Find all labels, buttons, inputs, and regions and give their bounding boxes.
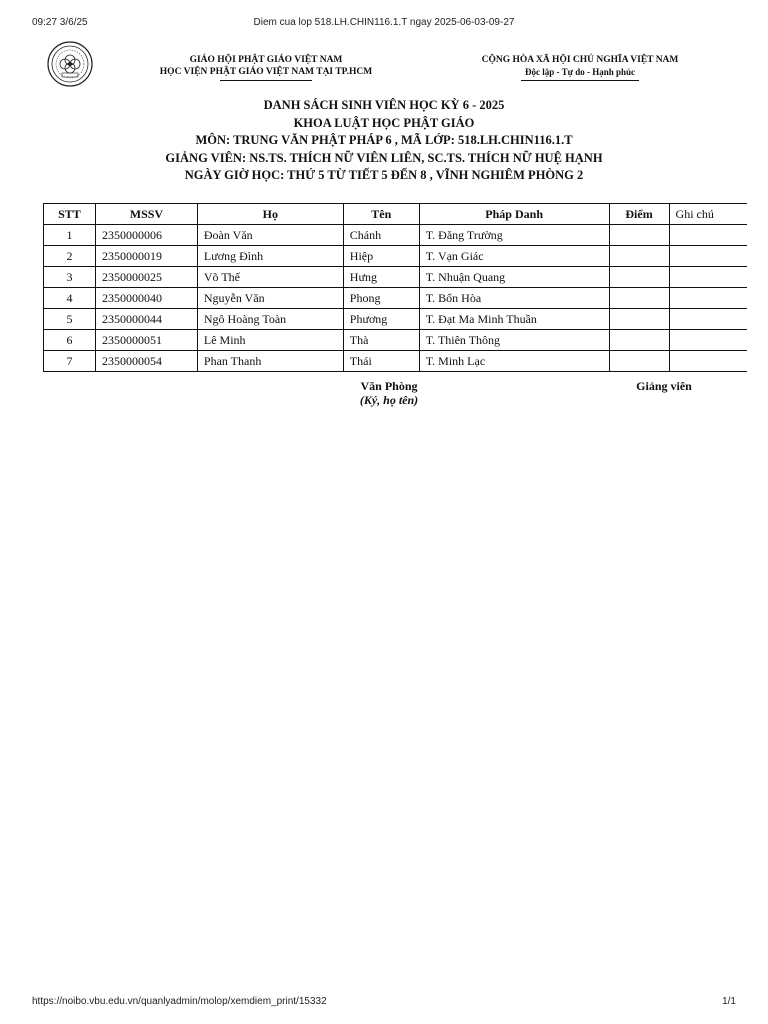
cell-diem [609, 225, 669, 246]
cell-diem [609, 267, 669, 288]
cell-stt: 6 [44, 330, 96, 351]
table-row [44, 267, 748, 288]
title-line: KHOA LUẬT HỌC PHẬT GIÁO [293, 115, 475, 130]
cell-stt: 5 [44, 309, 96, 330]
cell-stt: 2 [44, 246, 96, 267]
org-line-1: GIÁO HỘI PHẬT GIÁO VIỆT NAM [189, 55, 343, 65]
table-row [44, 246, 748, 267]
col-header-ho: Họ [197, 204, 343, 225]
cell-ten: Hưng [343, 267, 419, 288]
print-url: https://noibo.vbu.edu.vn/quanlyadmin/molop/xemdiem_print/15332 [32, 996, 327, 1007]
student-grade-table [43, 203, 747, 372]
cell-ho: Phan Thanh [197, 351, 343, 372]
cell-ten: Phương [343, 309, 419, 330]
cell-ghi-chu [669, 330, 747, 351]
col-header-ten: Tên [343, 204, 419, 225]
cell-stt: 4 [44, 288, 96, 309]
cell-mssv: 2350000006 [95, 225, 197, 246]
cell-ghi-chu [669, 288, 747, 309]
teacher-signature-title: Giảng viên [636, 379, 692, 393]
print-doc-title: Diem cua lop 518.LH.CHIN116.1.T ngay 2025-06-03-09-27 [253, 17, 515, 28]
title-line: MÔN: TRUNG VĂN PHẬT PHÁP 6 , MÃ LỚP: 518.LH.CHIN116.1.T [195, 133, 573, 147]
print-page-number: 1/1 [722, 996, 736, 1007]
table-row [44, 288, 748, 309]
cell-ho: Nguyễn Văn [197, 288, 343, 309]
col-header-mssv: MSSV [95, 204, 197, 225]
cell-diem [609, 288, 669, 309]
title-line: NGÀY GIỜ HỌC: THỨ 5 TỪ TIẾT 5 ĐẾN 8 , VĨNH NGHIÊM PHÒNG 2 [184, 168, 584, 182]
cell-phap-danh: T. Thiên Thông [419, 330, 609, 351]
col-header-stt: STT [44, 204, 96, 225]
cell-phap-danh: T. Nhuận Quang [419, 267, 609, 288]
cell-mssv: 2350000054 [95, 351, 197, 372]
cell-stt: 7 [44, 351, 96, 372]
cell-diem [609, 330, 669, 351]
office-signature-block [330, 379, 448, 407]
cell-ghi-chu [669, 309, 747, 330]
print-header [0, 17, 768, 31]
cell-ghi-chu [669, 225, 747, 246]
cell-ho: Lê Minh [197, 330, 343, 351]
org-underline [220, 80, 312, 81]
cell-mssv: 2350000040 [95, 288, 197, 309]
cell-mssv: 2350000025 [95, 267, 197, 288]
table-row [44, 225, 748, 246]
title-line: DANH SÁCH SINH VIÊN HỌC KỲ 6 - 2025 [263, 98, 505, 112]
document-titles [0, 97, 768, 185]
print-datetime: 09:27 3/6/25 [32, 17, 88, 28]
cell-phap-danh: T. Bổn Hòa [419, 288, 609, 309]
cell-phap-danh: T. Minh Lạc [419, 351, 609, 372]
cell-phap-danh: T. Đăng Trường [419, 225, 609, 246]
national-header [474, 54, 686, 81]
cell-ten: Phong [343, 288, 419, 309]
table-row [44, 309, 748, 330]
cell-diem [609, 309, 669, 330]
cell-stt: 3 [44, 267, 96, 288]
cell-mssv: 2350000044 [95, 309, 197, 330]
cell-stt: 1 [44, 225, 96, 246]
cell-ghi-chu [669, 246, 747, 267]
cell-phap-danh: T. Vạn Giác [419, 246, 609, 267]
academy-seal-logo [42, 40, 98, 88]
office-signature-subtitle: (Ký, họ tên) [359, 393, 419, 407]
cell-ho: Đoàn Văn [197, 225, 343, 246]
cell-ten: Thái [343, 351, 419, 372]
table-row [44, 330, 748, 351]
cell-ho: Lương Đình [197, 246, 343, 267]
table-row [44, 351, 748, 372]
title-line: GIẢNG VIÊN: NS.TS. THÍCH NỮ VIÊN LIÊN, SC.TS. THÍCH NỮ HUỆ HẠNH [165, 150, 603, 165]
cell-diem [609, 351, 669, 372]
cell-mssv: 2350000019 [95, 246, 197, 267]
cell-mssv: 2350000051 [95, 330, 197, 351]
organization-header [148, 54, 384, 81]
cell-ten: Thà [343, 330, 419, 351]
national-motto: Độc lập - Tự do - Hạnh phúc [524, 67, 635, 77]
cell-ten: Hiệp [343, 246, 419, 267]
col-header-diem: Điểm [609, 204, 669, 225]
cell-phap-danh: T. Đạt Ma Minh Thuần [419, 309, 609, 330]
table-header-row [44, 204, 748, 225]
col-header-ghi-chu: Ghi chú [669, 204, 747, 225]
org-line-2: HỌC VIỆN PHẬT GIÁO VIỆT NAM TẠI TP.HCM [159, 67, 373, 77]
office-signature-title: Văn Phòng [360, 379, 418, 393]
col-header-phap-danh: Pháp Danh [419, 204, 609, 225]
cell-ghi-chu [669, 267, 747, 288]
cell-ghi-chu [669, 351, 747, 372]
national-line-1: CỘNG HÒA XÃ HỘI CHỦ NGHĨA VIỆT NAM [481, 55, 679, 65]
cell-ho: Ngô Hoàng Toàn [197, 309, 343, 330]
cell-diem [609, 246, 669, 267]
cell-ten: Chánh [343, 225, 419, 246]
cell-ho: Võ Thế [197, 267, 343, 288]
national-underline [521, 80, 639, 81]
